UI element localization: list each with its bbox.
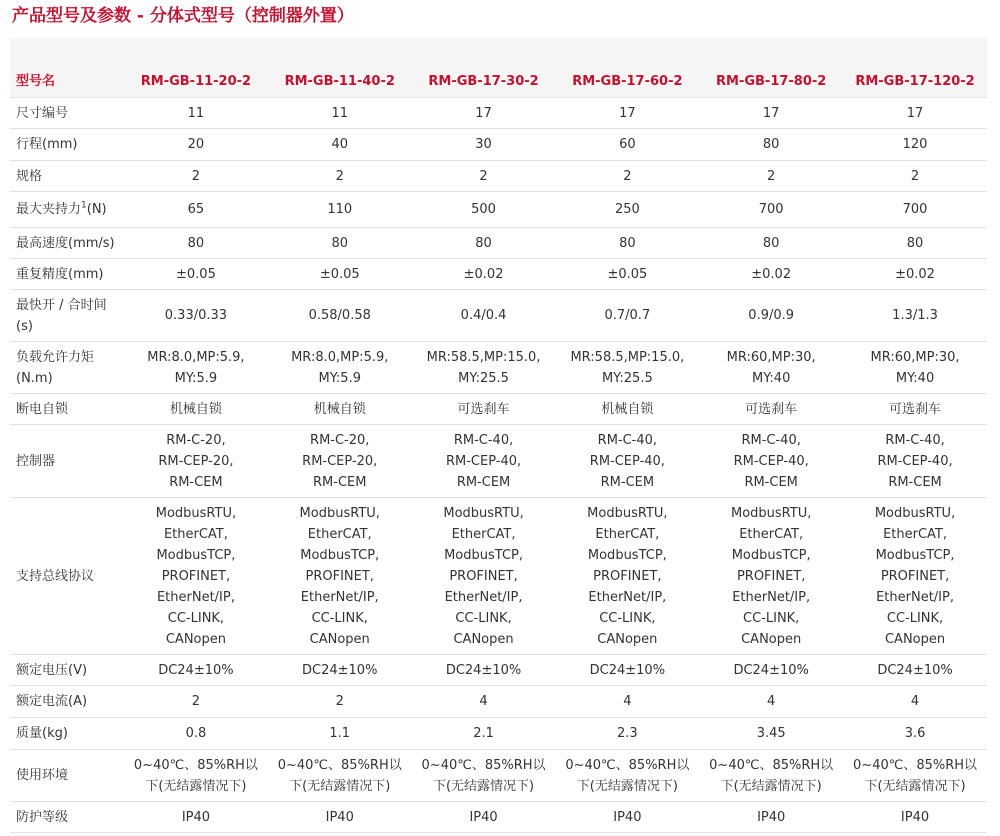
cell-value: ±0.05 [268,259,412,290]
row-label-text: 额定电流(A) [16,694,88,709]
model-header: RM-GB-17-120-2 [843,66,987,98]
cell-value: 2.3 [555,718,699,750]
cell-value: 11 [124,98,268,129]
cell-value: 0~40℃、85%RH以 下(无结露情况下) [699,750,843,802]
cell-value: 0.8 [124,718,268,750]
cell-value: MR:8.0,MP:5.9, MY:5.9 [124,342,268,394]
table-row [10,425,987,498]
model-header: RM-GB-17-60-2 [555,66,699,98]
cell-value: 120 [843,129,987,161]
cell-value: IP40 [268,802,412,833]
cell-value: IP40 [843,802,987,833]
cell-value: 250 [555,192,699,228]
table-row [10,342,987,394]
cell-value: 80 [124,228,268,259]
table-row [10,498,987,655]
row-label-text: 支持总线协议 [16,568,95,584]
cell-value: DC24±10% [124,655,268,686]
row-label-text: 最快开 / 合时间 (s) [16,297,107,334]
table-row [10,192,987,228]
cell-value: 17 [699,98,843,129]
cell-value: IP40 [124,802,268,833]
row-label-text: 尺寸编号 [16,105,69,121]
footnote-marker: 1 [81,200,87,211]
row-label [10,686,124,718]
cell-value: 700 [699,192,843,228]
row-label-text: 负载允许力矩 (N.m) [16,349,95,386]
row-label-text: 最大夹持力 [16,202,82,217]
cell-value: 4 [412,686,556,718]
table-row [10,228,987,259]
model-header: RM-GB-11-40-2 [268,66,412,98]
cell-value: 2 [124,161,268,192]
cell-value: ModbusRTU, EtherCAT, ModbusTCP, PROFINET, EtherNet/IP, CC-LINK, CANopen [699,498,843,655]
row-label [10,161,124,192]
row-label-text: 使用环境 [16,768,69,783]
cell-value: 1.1 [268,718,412,750]
header-label: 型号名 [10,66,124,98]
table-spacer-row [10,38,987,66]
row-label-text: 断电自锁 [16,401,69,417]
cell-value: DC24±10% [699,655,843,686]
cell-value: IP40 [555,802,699,833]
row-label [10,192,124,228]
row-label [10,425,124,498]
cell-value: 20 [124,129,268,161]
table-row [10,802,987,833]
model-header: RM-GB-17-30-2 [412,66,556,98]
row-label-text: 防护等级 [16,809,69,825]
cell-value: ±0.05 [555,259,699,290]
cell-value: ±0.02 [843,259,987,290]
cell-value: 80 [699,228,843,259]
cell-value: 0~40℃、85%RH以 下(无结露情况下) [268,750,412,802]
cell-value: IP40 [412,802,556,833]
cell-value: 2 [843,161,987,192]
cell-value: 2 [555,161,699,192]
cell-value: 可选刹车 [699,394,843,425]
cell-value: 2 [124,686,268,718]
cell-value: DC24±10% [843,655,987,686]
cell-value: 机械自锁 [555,394,699,425]
row-label [10,498,124,655]
cell-value: 3.45 [699,718,843,750]
page-title: 产品型号及参数 - 分体式型号（控制器外置） [12,6,354,26]
cell-value: IP40 [699,802,843,833]
row-label [10,394,124,425]
cell-value: 4 [555,686,699,718]
row-label [10,802,124,833]
cell-value: MR:60,MP:30, MY:40 [843,342,987,394]
cell-value: 2 [412,161,556,192]
cell-value: ModbusRTU, EtherCAT, ModbusTCP, PROFINET, EtherNet/IP, CC-LINK, CANopen [555,498,699,655]
row-label [10,290,124,342]
cell-value: 4 [843,686,987,718]
cell-value: 2.1 [412,718,556,750]
cell-value: 30 [412,129,556,161]
cell-value: 可选刹车 [412,394,556,425]
cell-value: ±0.02 [699,259,843,290]
cell-value: RM-C-40, RM-CEP-40, RM-CEM [843,425,987,498]
cell-value: 110 [268,192,412,228]
model-header: RM-GB-17-80-2 [699,66,843,98]
cell-value: DC24±10% [412,655,556,686]
row-label [10,718,124,750]
cell-value: 80 [268,228,412,259]
table-row [10,129,987,161]
cell-value: ±0.02 [412,259,556,290]
table-row [10,290,987,342]
cell-value: ModbusRTU, EtherCAT, ModbusTCP, PROFINET, EtherNet/IP, CC-LINK, CANopen [412,498,556,655]
row-label-unit: (N) [86,202,107,217]
cell-value: DC24±10% [268,655,412,686]
cell-value: DC24±10% [555,655,699,686]
row-label [10,342,124,394]
cell-value: 500 [412,192,556,228]
row-label [10,750,124,802]
cell-value: RM-C-20, RM-CEP-20, RM-CEM [268,425,412,498]
cell-value: 2 [268,161,412,192]
cell-value: ModbusRTU, EtherCAT, ModbusTCP, PROFINET, EtherNet/IP, CC-LINK, CANopen [843,498,987,655]
cell-value: ModbusRTU, EtherCAT, ModbusTCP, PROFINET, EtherNet/IP, CC-LINK, CANopen [268,498,412,655]
cell-value: 17 [555,98,699,129]
row-label-text: 重复精度(mm) [16,266,104,282]
row-label-text: 质量(kg) [16,726,68,741]
cell-value: MR:60,MP:30, MY:40 [699,342,843,394]
table-row [10,98,987,129]
cell-value: 0.9/0.9 [699,290,843,342]
cell-value: 40 [268,129,412,161]
cell-value: ModbusRTU, EtherCAT, ModbusTCP, PROFINET, EtherNet/IP, CC-LINK, CANopen [124,498,268,655]
spec-table [10,38,987,833]
cell-value: 0~40℃、85%RH以 下(无结露情况下) [412,750,556,802]
cell-value: MR:8.0,MP:5.9, MY:5.9 [268,342,412,394]
cell-value: 17 [843,98,987,129]
cell-value: 80 [555,228,699,259]
row-label [10,228,124,259]
table-row [10,394,987,425]
cell-value: 0.58/0.58 [268,290,412,342]
table-row [10,750,987,802]
cell-value: 700 [843,192,987,228]
cell-value: 17 [412,98,556,129]
cell-value: 80 [699,129,843,161]
cell-value: 0.7/0.7 [555,290,699,342]
row-label-text: 规格 [16,168,43,184]
table-row [10,161,987,192]
table-row [10,718,987,750]
cell-value: 80 [412,228,556,259]
cell-value: 0.33/0.33 [124,290,268,342]
cell-value: 0~40℃、85%RH以 下(无结露情况下) [555,750,699,802]
cell-value: 2 [268,686,412,718]
row-label-text: 行程(mm) [16,137,78,152]
cell-value: 11 [268,98,412,129]
table-row [10,259,987,290]
cell-value: 80 [843,228,987,259]
cell-value: 65 [124,192,268,228]
cell-value: MR:58.5,MP:15.0, MY:25.5 [412,342,556,394]
cell-value: RM-C-40, RM-CEP-40, RM-CEM [555,425,699,498]
row-label [10,129,124,161]
row-label [10,259,124,290]
cell-value: 0~40℃、85%RH以 下(无结露情况下) [843,750,987,802]
row-label [10,655,124,686]
row-label-text: 额定电压(V) [16,662,88,678]
row-label-text: 控制器 [16,453,56,469]
row-label-text: 最高速度(mm/s) [16,235,115,251]
cell-value: 4 [699,686,843,718]
cell-value: RM-C-40, RM-CEP-40, RM-CEM [699,425,843,498]
cell-value: 可选刹车 [843,394,987,425]
cell-value: 机械自锁 [124,394,268,425]
table-row [10,655,987,686]
cell-value: 1.3/1.3 [843,290,987,342]
cell-value: 0.4/0.4 [412,290,556,342]
cell-value: ±0.05 [124,259,268,290]
row-label [10,98,124,129]
cell-value: MR:58.5,MP:15.0, MY:25.5 [555,342,699,394]
table-row [10,686,987,718]
cell-value: 2 [699,161,843,192]
table-header-row [10,66,987,98]
cell-value: RM-C-40, RM-CEP-40, RM-CEM [412,425,556,498]
cell-value: 机械自锁 [268,394,412,425]
model-header: RM-GB-11-20-2 [124,66,268,98]
cell-value: 60 [555,129,699,161]
cell-value: 0~40℃、85%RH以 下(无结露情况下) [124,750,268,802]
cell-value: RM-C-20, RM-CEP-20, RM-CEM [124,425,268,498]
cell-value: 3.6 [843,718,987,750]
